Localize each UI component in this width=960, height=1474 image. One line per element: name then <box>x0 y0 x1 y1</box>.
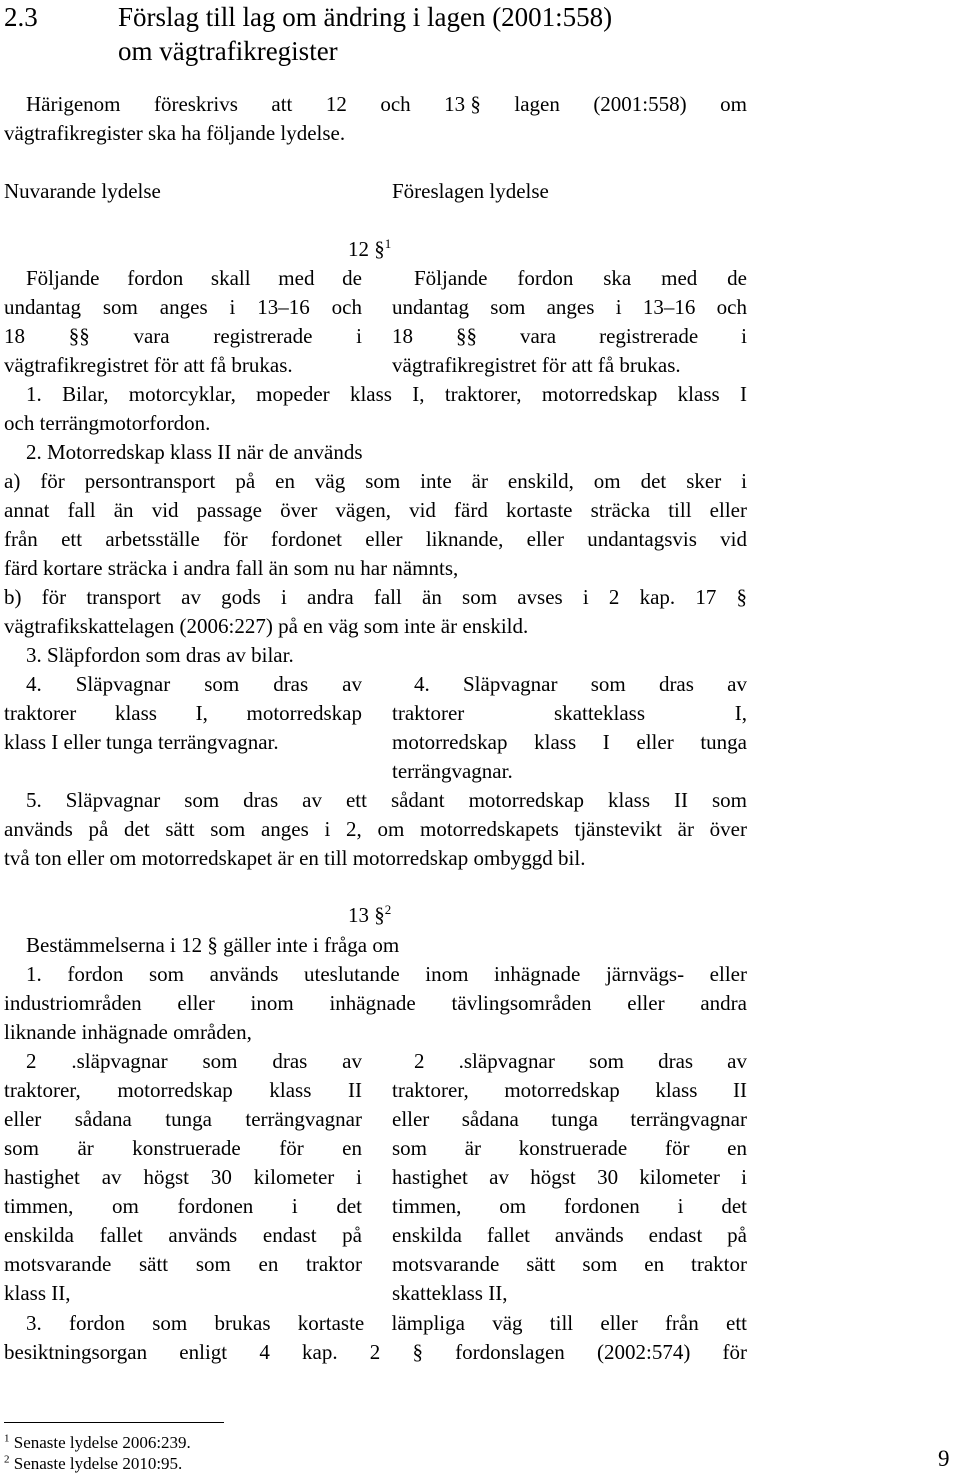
text-line: 18 §§ vara registrerade i <box>4 324 362 348</box>
current-wording-heading: Nuvarande lydelse <box>4 179 161 203</box>
text-line: vägtrafikskattelagen (2006:227) på en väg som inte är enskild. <box>4 614 529 638</box>
text-line: eller sådana tunga terrängvagnar <box>4 1107 362 1131</box>
text-line: enskilda fallet används endast på <box>4 1223 362 1247</box>
text-line: terrängvagnar. <box>392 759 513 783</box>
text-line: annat fall än vid passage över vägen, vid färd kortaste sträcka till eller <box>4 498 747 522</box>
footnote-mark: 1 <box>4 1432 10 1445</box>
footnote-2 <box>4 1453 182 1474</box>
text-line: b) för transport av gods i andra fall än som avses i 2 kap. 17 § <box>4 585 747 609</box>
text-line: Följande fordon skall med de <box>26 266 362 290</box>
text-line: 1. fordon som används uteslutande inom inhägnade järnvägs- eller <box>26 962 747 986</box>
p12-item-3: 3. Släpfordon som dras av bilar. <box>26 643 294 667</box>
p12-current-intro <box>4 264 362 380</box>
footnote-1 <box>4 1432 191 1453</box>
text-line: liknande inhägnade områden, <box>4 1020 252 1044</box>
intro-word: om <box>720 92 747 116</box>
text-line: vägtrafikregistret för att få brukas. <box>392 353 681 377</box>
footnote-ref-2: 2 <box>384 902 392 917</box>
text-line: Följande fordon ska med de <box>414 266 747 290</box>
intro-word: (2001:558) <box>593 92 687 116</box>
p12-proposed-intro <box>392 264 747 380</box>
text-line: skatteklass II, <box>392 1281 508 1305</box>
text-line: traktorer klass I, motorredskap <box>4 701 362 725</box>
text-line: som är konstruerade för en <box>4 1136 362 1160</box>
proposed-wording-heading: Föreslagen lydelse <box>392 179 549 203</box>
text-line: undantag som anges i 13–16 och <box>392 295 747 319</box>
paragraph-13-heading <box>348 901 391 930</box>
page-number: 9 <box>938 1446 950 1471</box>
paragraph-heading-text: 12 § <box>348 237 385 261</box>
footnote-mark: 2 <box>4 1453 10 1466</box>
paragraph-12-heading <box>348 235 391 264</box>
text-line: industriområden eller inom inhägnade tävlingsområden eller andra <box>4 991 747 1015</box>
text-line: motorredskap klass I eller tunga <box>392 730 747 754</box>
text-line: som är konstruerade för en <box>392 1136 747 1160</box>
intro-word: att <box>271 92 293 116</box>
p12-proposed-item-4 <box>392 670 747 786</box>
section-title-line-2: om vägtrafikregister <box>118 36 338 66</box>
footnote-divider <box>4 1422 224 1423</box>
text-line: 5. Släpvagnar som dras av ett sådant motorredskap klass II som <box>26 788 747 812</box>
text-line: färd kortare sträcka i andra fall än som nu har nämnts, <box>4 556 459 580</box>
text-line: klass I eller tunga terrängvagnar. <box>4 730 279 754</box>
text-line: undantag som anges i 13–16 och <box>4 295 362 319</box>
text-line: besiktningsorgan enligt 4 kap. 2 § fordonslagen (2002:574) för <box>4 1340 747 1364</box>
text-line: traktorer skatteklass I, <box>392 701 747 725</box>
p13-proposed-item-2 <box>392 1047 747 1308</box>
intro-word: och <box>380 92 411 116</box>
intro-word: 12 <box>325 92 347 116</box>
p13-intro: Bestämmelserna i 12 § gäller inte i fråga om <box>26 933 400 957</box>
intro-line-2: vägtrafikregister ska ha följande lydelse. <box>4 121 346 145</box>
text-line: och terrängmotorfordon. <box>4 411 211 435</box>
text-line: eller sådana tunga terrängvagnar <box>392 1107 747 1131</box>
text-line: 2 .släpvagnar som dras av <box>414 1049 747 1073</box>
p12-item-2 <box>4 438 747 641</box>
text-line: hastighet av högst 30 kilometer i <box>392 1165 747 1189</box>
section-title <box>118 0 758 68</box>
p13-item-3 <box>4 1309 747 1367</box>
section-title-line-1: Förslag till lag om ändring i lagen (2001:558) <box>118 2 613 32</box>
text-line: timmen, om fordonen i det <box>4 1194 362 1218</box>
text-line: 4. Släpvagnar som dras av <box>26 672 362 696</box>
text-line: timmen, om fordonen i det <box>392 1194 747 1218</box>
section-number: 2.3 <box>4 2 38 32</box>
text-line: 1. Bilar, motorcyklar, mopeder klass I, traktorer, motorredskap klass I <box>26 382 747 406</box>
text-line: från ett arbetsställe för fordonet eller liknande, eller undantagsvis vid <box>4 527 747 551</box>
footnote-text: Senaste lydelse 2010:95. <box>13 1454 183 1473</box>
paragraph-heading-text: 13 § <box>348 903 385 927</box>
text-line: 2 .släpvagnar som dras av <box>26 1049 362 1073</box>
text-line: vägtrafikregistret för att få brukas. <box>4 353 293 377</box>
footnote-ref-1: 1 <box>384 236 392 251</box>
text-line: 18 §§ vara registrerade i <box>392 324 747 348</box>
p12-current-item-4 <box>4 670 362 757</box>
intro-word: 13 § <box>444 92 481 116</box>
text-line: motsvarande sätt som en traktor <box>392 1252 747 1276</box>
p12-item-1 <box>4 380 747 438</box>
text-line: a) för persontransport på en väg som inte är enskild, om det sker i <box>4 469 747 493</box>
text-line: 2. Motorredskap klass II när de används <box>26 440 363 464</box>
footnote-text: Senaste lydelse 2006:239. <box>13 1433 191 1452</box>
intro-line-1 <box>26 90 747 119</box>
intro-word: lagen <box>514 92 560 116</box>
intro-word: Härigenom <box>26 92 121 116</box>
p13-item-1 <box>4 960 747 1047</box>
text-line: 3. fordon som brukas kortaste lämpliga väg till eller från ett <box>26 1311 747 1335</box>
text-line: traktorer, motorredskap klass II <box>392 1078 747 1102</box>
text-line: 4. Släpvagnar som dras av <box>414 672 747 696</box>
text-line: traktorer, motorredskap klass II <box>4 1078 362 1102</box>
p13-current-item-2 <box>4 1047 362 1308</box>
text-line: klass II, <box>4 1281 71 1305</box>
text-line: enskilda fallet används endast på <box>392 1223 747 1247</box>
text-line: hastighet av högst 30 kilometer i <box>4 1165 362 1189</box>
p12-item-5 <box>4 786 747 873</box>
intro-word: föreskrivs <box>153 92 238 116</box>
text-line: används på det sätt som anges i 2, om motorredskapets tjänstevikt är över <box>4 817 747 841</box>
text-line: två ton eller om motorredskapet är en till motorredskap ombyggd bil. <box>4 846 586 870</box>
text-line: motsvarande sätt som en traktor <box>4 1252 362 1276</box>
